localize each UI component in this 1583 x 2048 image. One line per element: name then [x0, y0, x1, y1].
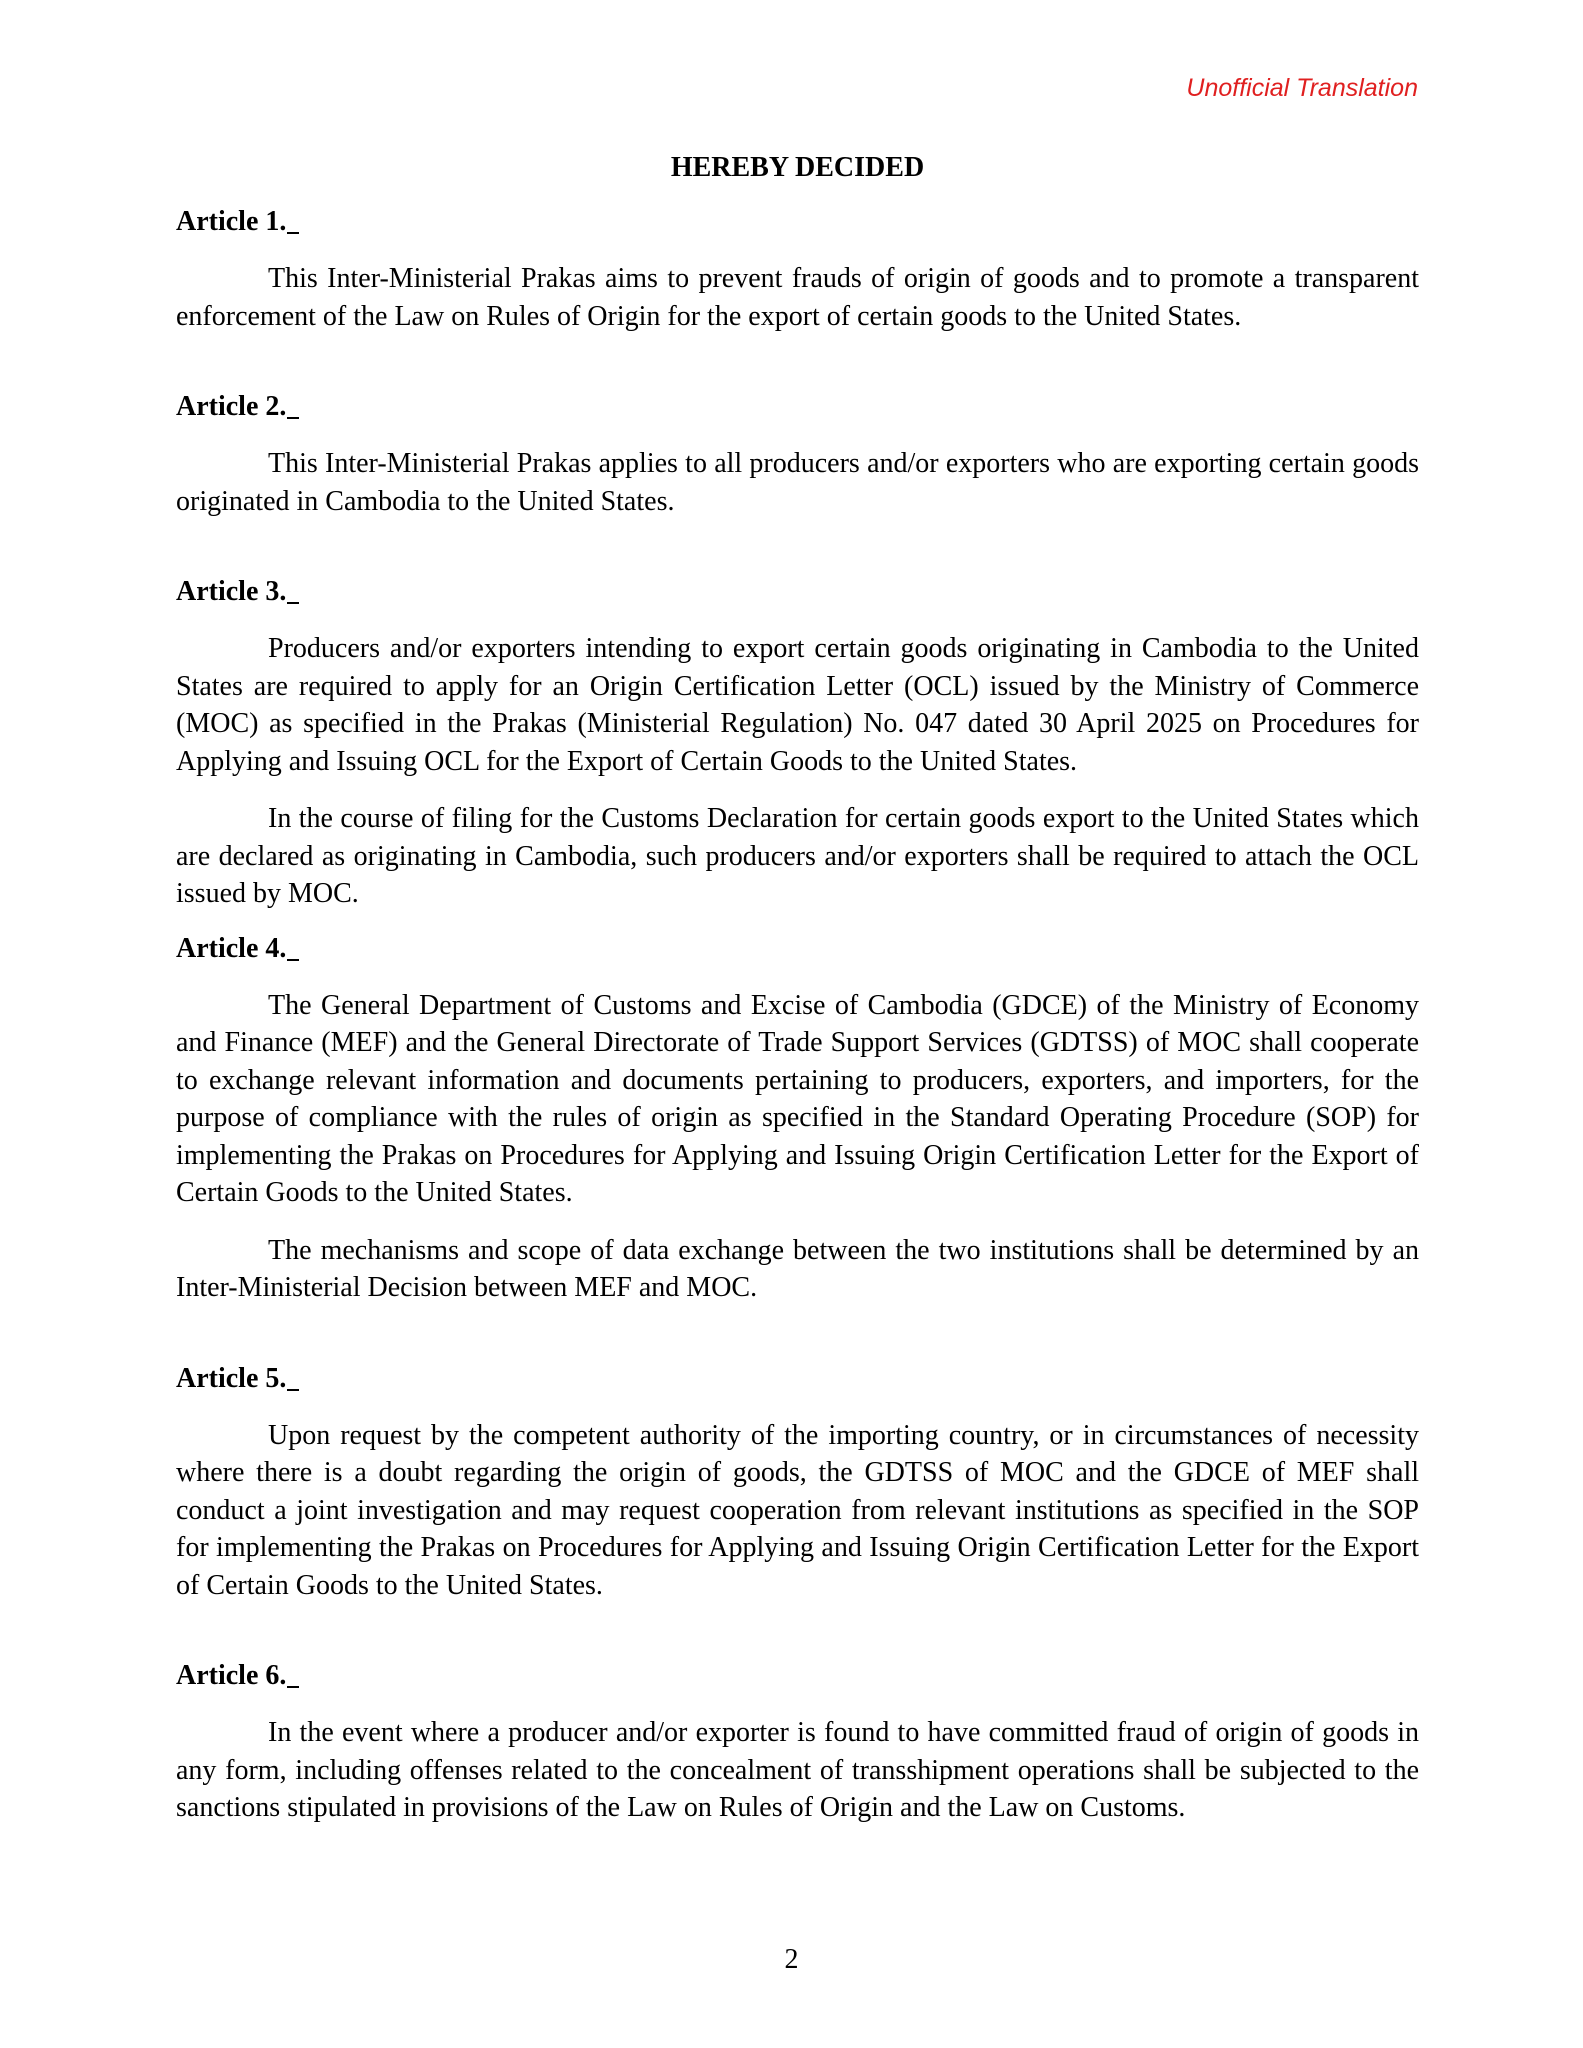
article-6-title: [176, 1656, 1419, 1696]
page-content: [176, 148, 1419, 1827]
document-heading: HEREBY DECIDED: [670, 152, 925, 183]
article-5-title: [176, 1359, 1419, 1399]
article-1-title: [176, 202, 1419, 242]
article-title-text: Article 1.: [176, 206, 287, 237]
title-underline-mark: [287, 602, 299, 604]
article-4-title: [176, 929, 1419, 969]
article-title-text: Article 3.: [176, 576, 287, 607]
article-4-paragraph-1: The General Department of Customs and Excise of Cambodia (GDCE) of the Ministry of Economy and Finance (MEF) and the General Directorate of Trade Support Services (GDTSS) of MOC shall cooperate to exchange relevant information and documents pertaining to producers, exporters, and importers, for the purpose of compliance with the rules of origin as specified in the Standard Operating Procedure (SOP) for implementing the Prakas on Procedures for Applying and Issuing Origin Certification Letter for the Export of Certain Goods to the United States.: [176, 989, 1419, 1208]
article-1-paragraph-1: This Inter-Ministerial Prakas aims to prevent frauds of origin of goods and to promote a transparent enforcement of the Law on Rules of Origin for the export of certain goods to the United States.: [176, 263, 1419, 332]
article-6-paragraph-1: In the event where a producer and/or exporter is found to have committed fraud of origin of goods in any form, including offenses related to the concealment of transshipment operations shall be subjected to the sanctions stipulated in provisions of the Law on Rules of Origin and the Law on Customs.: [176, 1717, 1419, 1823]
article-6: [176, 1656, 1419, 1827]
article-2-title: [176, 387, 1419, 427]
article-title-text: Article 5.: [176, 1362, 287, 1394]
article-3-paragraph-1: Producers and/or exporters intending to export certain goods originating in Cambodia to the United States are required to apply for an Origin Certification Letter (OCL) issued by the Ministry of Commerce (MOC) as specified in the Prakas (Ministerial Regulation) No. 047 dated 30 April 2025 on Procedures for Applying and Issuing OCL for the Export of Certain Goods to the United States.: [176, 633, 1419, 777]
title-underline-mark: [287, 1686, 299, 1688]
article-3: [176, 572, 1419, 913]
article-2: [176, 387, 1419, 520]
article-title-text: Article 6.: [176, 1660, 287, 1691]
article-title-text: Article 4.: [176, 932, 287, 964]
article-4-paragraph-2: The mechanisms and scope of data exchange between the two institutions shall be determined by an Inter-Ministerial Decision between MEF and MOC.: [176, 1234, 1419, 1303]
article-title-text: Article 2.: [176, 391, 287, 422]
title-underline-mark: [287, 417, 299, 419]
title-underline-mark: [287, 1389, 299, 1391]
article-2-paragraph-1: This Inter-Ministerial Prakas applies to all producers and/or exporters who are exporting certain goods originated in Cambodia to the United States.: [176, 448, 1419, 517]
title-underline-mark: [287, 232, 299, 234]
unofficial-translation-label: Unofficial Translation: [1186, 74, 1418, 102]
article-1: [176, 202, 1419, 335]
title-underline-mark: [287, 959, 299, 961]
page-number: 2: [784, 1944, 799, 1975]
article-5-paragraph-1: Upon request by the competent authority of the importing country, or in circumstances of necessity where there is a doubt regarding the origin of goods, the GDTSS of MOC and the GDCE of MEF shall conduct a joint investigation and may request cooperation from relevant institutions as specified in the SOP for implementing the Prakas on Procedures for Applying and Issuing Origin Certification Letter for the Export of Certain Goods to the United States.: [176, 1419, 1419, 1601]
article-3-title: [176, 572, 1419, 612]
article-3-paragraph-2: In the course of filing for the Customs Declaration for certain goods export to the United States which are declared as originating in Cambodia, such producers and/or exporters shall be required to attach the OCL issued by MOC.: [176, 803, 1419, 909]
article-5: [176, 1359, 1419, 1605]
article-4: [176, 929, 1419, 1307]
